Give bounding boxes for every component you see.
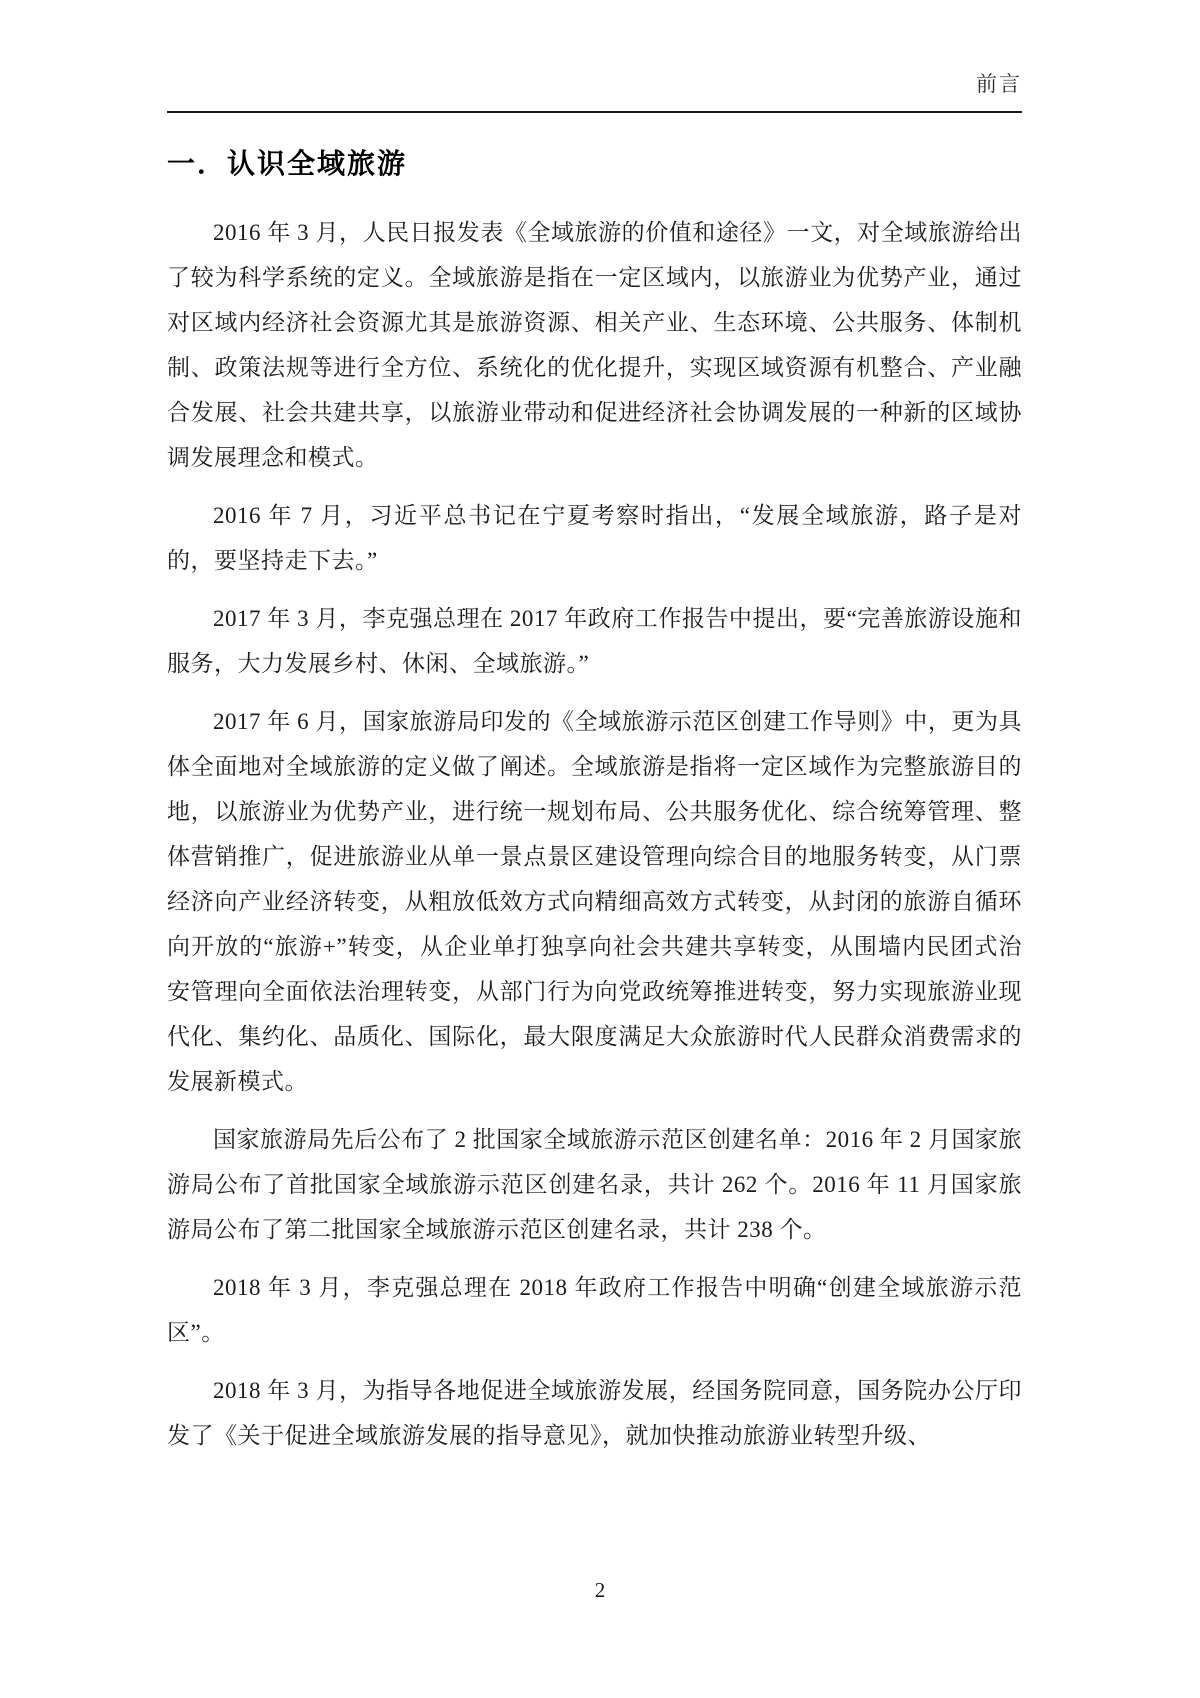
header-divider xyxy=(167,111,1022,113)
body-text xyxy=(167,210,1022,1458)
paragraph-4: 2017 年 6 月，国家旅游局印发的《全域旅游示范区创建工作导则》中，更为具体全面地对全域旅游的定义做了阐述。全域旅游是指将一定区域作为完整旅游目的地，以旅游业为优势产业，进行统一规划布局、公共服务优化、综合统筹管理、整体营销推广，促进旅游业从单一景点景区建设管理向综合目的地服务转变，从门票经济向产业经济转变，从粗放低效方式向精细高效方式转变，从封闭的旅游自循环向开放的“旅游+”转变，从企业单打独享向社会共建共享转变，从围墙内民团式治安管理向全面依法治理转变，从部门行为向党政统筹推进转变，努力实现旅游业现代化、集约化、品质化、国际化，最大限度满足大众旅游时代人民群众消费需求的发展新模式。 xyxy=(167,708,1022,1094)
paragraph-3: 2017 年 3 月，李克强总理在 2017 年政府工作报告中提出，要“完善旅游设施和服务，大力发展乡村、休闲、全域旅游。” xyxy=(167,605,1022,676)
page-header xyxy=(167,0,1022,96)
page-footer xyxy=(0,1578,1200,1603)
paragraph-5: 国家旅游局先后公布了 2 批国家全域旅游示范区创建名单：2016 年 2 月国家旅游局公布了首批国家全域旅游示范区创建名录，共计 262 个。2016 年 11 月国家旅游局公布了第二批国家全域旅游示范区创建名录，共计 238 个。 xyxy=(167,1126,1022,1242)
section-heading: 一．认识全域旅游 xyxy=(167,148,408,179)
paragraph-1: 2016 年 3 月，人民日报发表《全域旅游的价值和途径》一文，对全域旅游给出了较为科学系统的定义。全域旅游是指在一定区域内，以旅游业为优势产业，通过对区域内经济社会资源尤其是旅游资源、相关产业、生态环境、公共服务、体制机制、政策法规等进行全方位、系统化的优化提升，实现区域资源有机整合、产业融合发展、社会共建共享，以旅游业带动和促进经济社会协调发展的一种新的区域协调发展理念和模式。 xyxy=(167,219,1022,470)
paragraph-6: 2018 年 3 月，李克强总理在 2018 年政府工作报告中明确“创建全域旅游示范区”。 xyxy=(167,1274,1022,1345)
header-title: 前言 xyxy=(976,72,1022,96)
paragraph-2: 2016 年 7 月，习近平总书记在宁夏考察时指出，“发展全域旅游，路子是对的，要坚持走下去。” xyxy=(167,502,1022,573)
paragraph-7: 2018 年 3 月，为指导各地促进全域旅游发展，经国务院同意，国务院办公厅印发了《关于促进全域旅游发展的指导意见》，就加快推动旅游业转型升级、 xyxy=(167,1377,1022,1448)
page-number: 2 xyxy=(594,1578,606,1602)
